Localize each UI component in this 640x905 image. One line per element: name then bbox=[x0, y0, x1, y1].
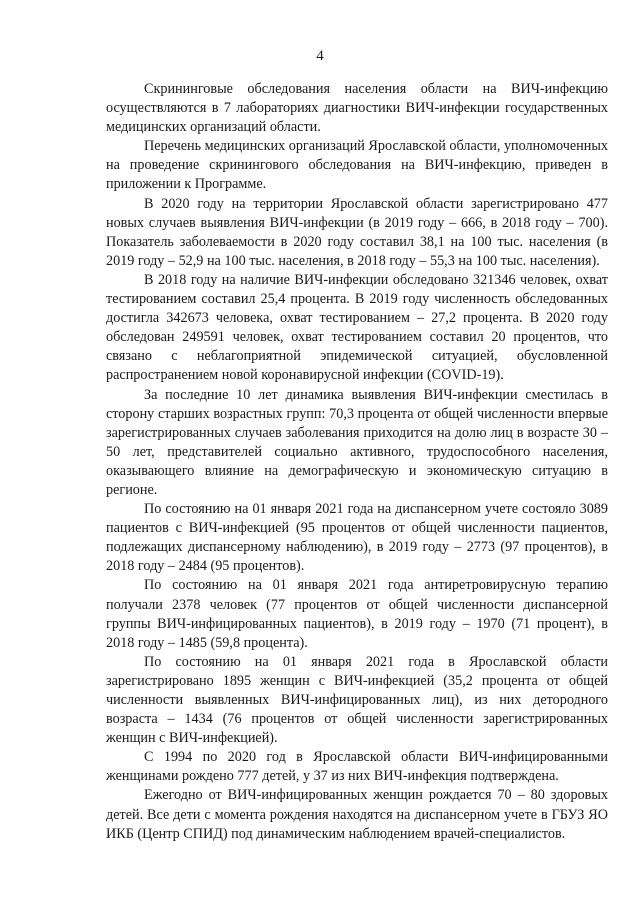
paragraph-screening-labs: Скрининговые обследования населения области на ВИЧ-инфекцию осуществляются в 7 лабораториях диагностики ВИЧ-инфекции государственных медицинских организаций области. bbox=[106, 81, 608, 136]
paragraph-organizations-list: Перечень медицинских организаций Ярославской области, уполномоченных на проведение скринингового обследования на ВИЧ-инфекцию, приведен в приложении к Программе. bbox=[106, 138, 608, 193]
paragraph-children-born: С 1994 по 2020 год в Ярославской области ВИЧ-инфицированными женщинами рождено 777 детей, у 37 из них ВИЧ-инфекция подтверждена. bbox=[106, 749, 608, 785]
paragraph-healthy-children: Ежегодно от ВИЧ-инфицированных женщин рождается 70 – 80 здоровых детей. Все дети с момента рождения находятся на диспансерном учете в ГБУЗ ЯО ИКБ (Центр СПИД) под динамическим наблюдением врачей-специалистов. bbox=[106, 787, 608, 842]
paragraph-new-cases: В 2020 году на территории Ярославской области зарегистрировано 477 новых случаев выявления ВИЧ-инфекции (в 2019 году – 666, в 2018 году – 700). Показатель заболеваемости в 2020 году составил 38,1 на 100 тыс. населения (в 2019 году – 52,9 на 100 тыс. населения, в 2018 году – 55,3 на 100 тыс. населения). bbox=[106, 195, 608, 269]
paragraph-age-dynamics: За последние 10 лет динамика выявления ВИЧ-инфекции сместилась в сторону старших возрастных групп: 70,3 процента от общей численности впервые зарегистрированных случаев заболевания приходится на долю лиц в возрасте 30 – 50 лет, представителей социально активного, трудоспособного населения, оказывающего влияние на демографическую и экономическую ситуацию в регионе. bbox=[106, 386, 608, 498]
paragraph-dispensary-registration: По состоянию на 01 января 2021 года на диспансерном учете состояло 3089 пациентов с ВИЧ-инфекцией (95 процентов от общей численности пациентов, подлежащих диспансерному наблюдению), в 2019 году – 2773 (97 процентов), в 2018 году – 2484 (95 процентов). bbox=[106, 501, 608, 575]
page-number: 4 bbox=[316, 48, 324, 64]
paragraph-women-registered: По состоянию на 01 января 2021 года в Ярославской области зарегистрировано 1895 женщин с ВИЧ-инфекцией (35,2 процента от общей численности выявленных ВИЧ-инфицированных лиц), из них детородного возраста – 1434 (76 процентов от общей численности зарегистрированных женщин с ВИЧ-инфекцией). bbox=[106, 653, 608, 747]
document-body bbox=[106, 80, 608, 844]
paragraph-testing-coverage: В 2018 году на наличие ВИЧ-инфекции обследовано 321346 человек, охват тестированием составил 25,4 процента. В 2019 году численность обследованных достигла 342673 человека, охват тестированием – 27,2 процента. В 2020 году обследован 249591 человек, охват тестированием составил 20 процентов, что связано с неблагоприятной эпидемической ситуацией, обусловленной распространением новой коронавирусной инфекции (COVID-19). bbox=[106, 271, 608, 384]
paragraph-antiretroviral-therapy: По состоянию на 01 января 2021 года антиретровирусную терапию получали 2378 человек (77 процентов от общей численности диспансерной группы ВИЧ-инфицированных пациентов), в 2019 году – 1970 (71 процент), в 2018 году – 1485 (59,8 процента). bbox=[106, 577, 608, 651]
